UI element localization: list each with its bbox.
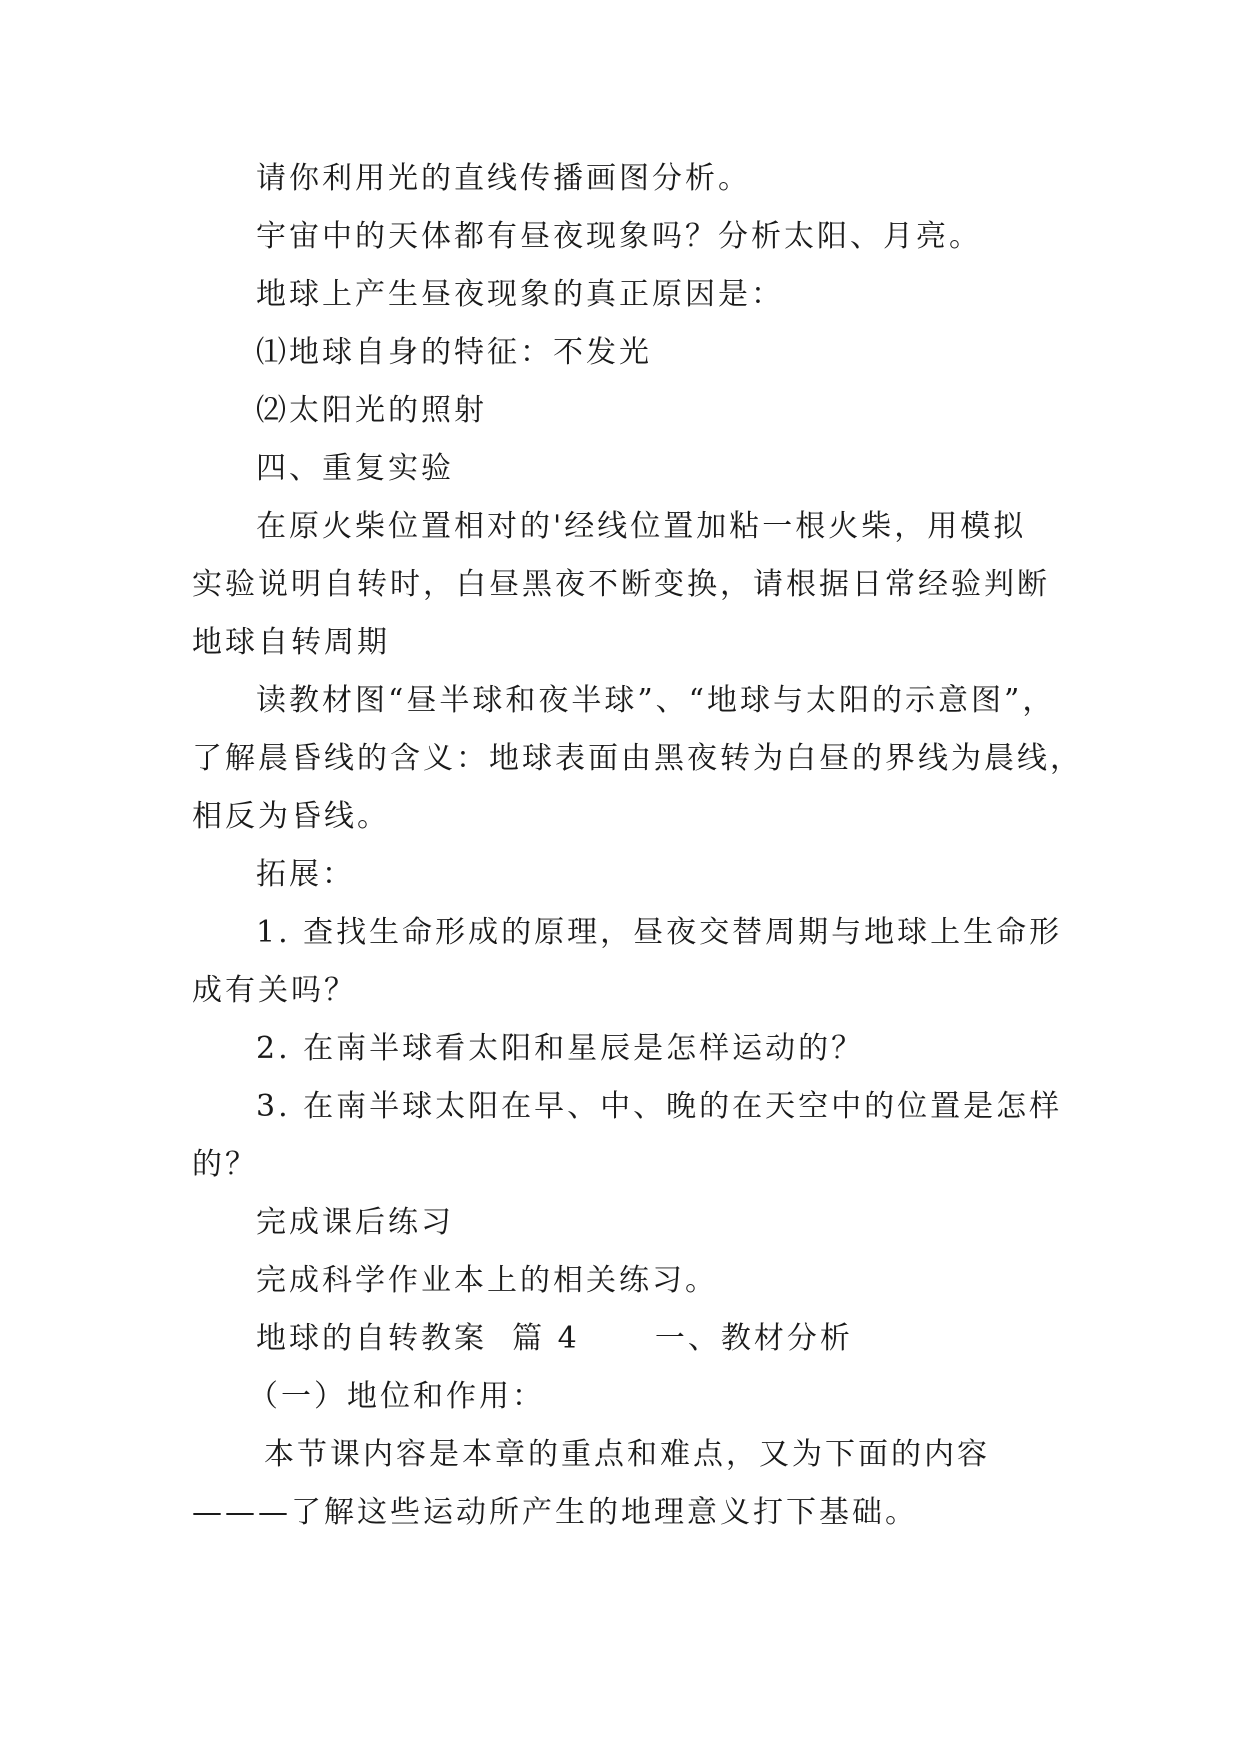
list-item: 2. 在南半球看太阳和星辰是怎样运动的？ <box>256 1031 865 1066</box>
paragraph-line: 本节课内容是本章的重点和难点，又为下面的内容 <box>264 1437 990 1472</box>
section-heading: 四、重复实验 <box>256 451 454 486</box>
paragraph-line: 读教材图“昼半球和夜半球”、“地球与太阳的示意图”， <box>256 683 1056 718</box>
paragraph-line: ———了解这些运动所产生的地理意义打下基础。 <box>192 1495 918 1530</box>
paragraph-line: 请你利用光的直线传播画图分析。 <box>256 161 751 196</box>
paragraph-line: 地球自转周期 <box>192 625 390 660</box>
list-item-continuation: 的？ <box>192 1147 258 1182</box>
list-item: 1. 查找生命形成的原理，昼夜交替周期与地球上生命形 <box>256 915 1063 950</box>
paragraph-line: 地球上产生昼夜现象的真正原因是： <box>256 277 784 312</box>
paragraph-line: 实验说明自转时，白昼黑夜不断变换，请根据日常经验判断 <box>192 567 1050 602</box>
subsection-heading: （一）地位和作用： <box>248 1379 545 1414</box>
paragraph-line: 了解晨昏线的含义：地球表面由黑夜转为白昼的界线为晨线， <box>192 741 1083 776</box>
list-item-continuation: 成有关吗？ <box>192 973 357 1008</box>
paragraph-line: 完成课后练习 <box>256 1205 454 1240</box>
section-heading: 拓展： <box>256 857 355 892</box>
section-heading: 地球的自转教案 篇 4 一、教材分析 <box>256 1321 853 1356</box>
list-item: ⑴地球自身的特征：不发光 <box>256 335 652 370</box>
list-item: ⑵太阳光的照射 <box>256 393 487 428</box>
paragraph-line: 相反为昏线。 <box>192 799 390 834</box>
paragraph-line: 宇宙中的天体都有昼夜现象吗？分析太阳、月亮。 <box>256 219 982 254</box>
document-body <box>192 150 1083 1542</box>
paragraph-line: 在原火柴位置相对的'经线位置加粘一根火柴，用模拟 <box>256 509 1027 544</box>
list-item: 3. 在南半球太阳在早、中、晚的在天空中的位置是怎样 <box>256 1089 1063 1124</box>
paragraph-line: 完成科学作业本上的相关练习。 <box>256 1263 718 1298</box>
